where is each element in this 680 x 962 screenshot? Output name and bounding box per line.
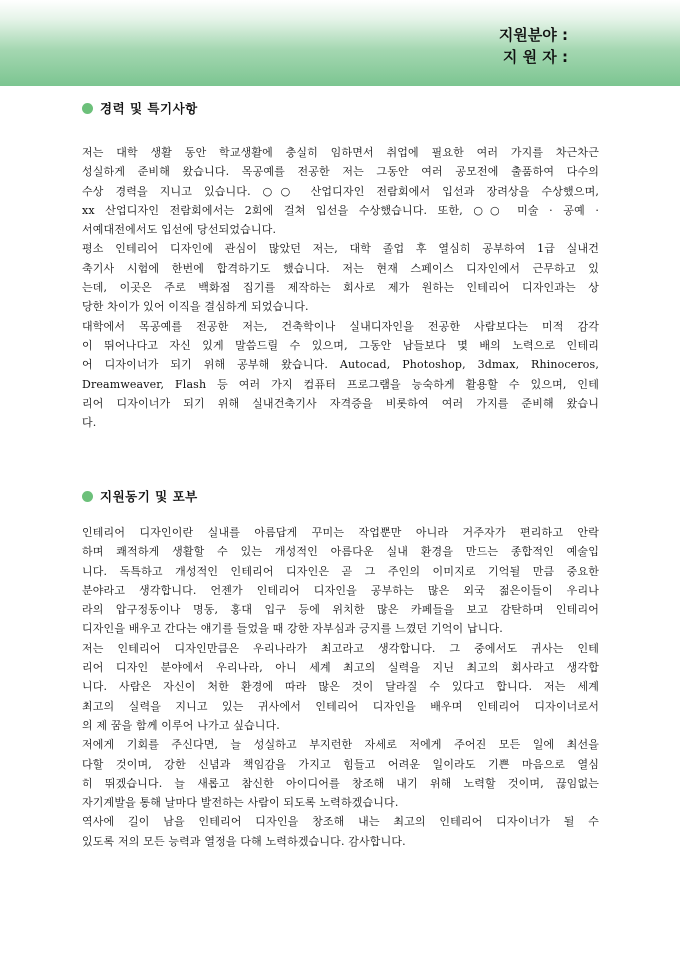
text-line: 저에게 기회를 주신다면, 늘 성실하고 부지런한 자세로 저에게 주어진 모든 일에 최선을 bbox=[82, 738, 599, 752]
green-bullet-icon bbox=[82, 491, 93, 502]
application-field-label: 지원분야 : bbox=[498, 26, 568, 44]
text-line: 분야라고 생각합니다. 언젠가 인테리어 디자인을 공부하는 많은 외국 젊은이들이 우리나 bbox=[82, 583, 599, 597]
motivation-paragraphs bbox=[82, 523, 599, 851]
text-line: 저는 대학 생활 동안 학교생활에 충실히 임하면서 취업에 필요한 여러 가지를 차근차근 bbox=[82, 146, 599, 159]
text-line: 니다. 사람은 자신이 처한 환경에 따라 많은 것이 달라질 수 있다고 합니다. 저는 세계 bbox=[82, 680, 599, 694]
text-line: 이 뛰어나다고 자신 있게 말씀드릴 수 있으며, 그동안 남들보다 몇 배의 노력으로 인테리 bbox=[82, 338, 599, 352]
section-title-text: 경력 및 특기사항 bbox=[100, 101, 198, 116]
text-line: 라의 압구정동이나 명동, 홍대 입구 등에 위치한 많은 카페들을 보고 감탄하며 인테리어 bbox=[82, 603, 599, 617]
text-line: 어 디자이너가 되기 위해 공부해 왔습니다. Autocad, Photoshop, 3dmax, Rhinoceros, bbox=[82, 358, 599, 372]
text-line: 저는 인테리어 디자인만큼은 우리나라가 최고라고 생각합니다. 그 중에서도 귀사는 인테 bbox=[82, 641, 599, 655]
text-line: 축기사 시험에 한번에 합격하기도 했습니다. 저는 현재 스페이스 디자인에서 근무하고 있 bbox=[82, 261, 599, 275]
applicant-name-label: 지 원 자 : bbox=[502, 48, 568, 66]
section-title-motivation bbox=[82, 487, 198, 505]
text-line: 서예대전에서도 입선에 당선되었습니다. bbox=[82, 223, 277, 237]
text-line: 수상 경력을 지니고 있습니다. ○○ 산업디자인 전람회에서 입선과 장려상을 수상했으며, bbox=[82, 184, 599, 198]
text-line: 대학에서 목공예를 전공한 저는, 건축학이나 실내디자인을 전공한 사람보다는 미적 감각 bbox=[82, 319, 599, 333]
text-line: 디자인을 배우고 간다는 얘기를 들었을 때 강한 자부심과 긍지를 느꼈던 기억이 납니다. bbox=[82, 622, 503, 636]
text-line: 있도록 저의 모든 능력과 열정을 다해 노력하겠습니다. 감사합니다. bbox=[82, 834, 406, 848]
text-line: 당한 차이가 있어 이직을 결심하게 되었습니다. bbox=[82, 300, 309, 314]
section-title-career bbox=[82, 99, 198, 117]
career-paragraphs bbox=[82, 143, 599, 432]
text-line: 역사에 길이 남을 인테리어 디자인을 창조해 내는 최고의 인테리어 디자이너가 될 수 bbox=[82, 815, 599, 829]
text-line: 하며 쾌적하게 생활할 수 있는 개성적인 아름다운 실내 환경을 만드는 종합적인 예술입 bbox=[82, 545, 599, 559]
text-line: xx 산업디자인 전람회에서는 2회에 걸쳐 입선을 수상했습니다. 또한, ○○ 미술 · 공예 · bbox=[82, 203, 599, 217]
text-line: Dreamweaver, Flash 등 여러 가지 컴퓨터 프로그램을 능숙하게 활용할 수 있으며, 인테 bbox=[82, 377, 599, 391]
text-line: 자기계발을 통해 날마다 발전하는 사람이 되도록 노력하겠습니다. bbox=[82, 796, 399, 810]
text-line: 다. bbox=[82, 416, 97, 430]
text-line: 최고의 실력을 지니고 있는 귀사에서 인테리어 디자인을 배우며 인테리어 디자이너로서 bbox=[82, 699, 599, 713]
green-bullet-icon bbox=[82, 103, 93, 114]
text-line: 는데, 이곳은 주로 백화점 집기를 제작하는 회사로 제가 원하는 인테리어 디자인과는 상 bbox=[82, 281, 599, 295]
text-line: 평소 인테리어 디자인에 관심이 많았던 저는, 대학 졸업 후 열심히 공부하여 1급 실내건 bbox=[82, 242, 599, 256]
header-banner bbox=[0, 0, 680, 86]
text-line: 리어 디자이너가 되기 위해 실내건축기사 자격증을 비롯하여 여러 가지를 준비해 왔습니 bbox=[82, 396, 599, 410]
section-title-text: 지원동기 및 포부 bbox=[100, 489, 198, 504]
text-line: 니다. 독특하고 개성적인 인테리어 디자인은 곧 그 주인의 이미지로 기억될 만큼 중요한 bbox=[82, 564, 599, 578]
text-line: 성실하게 준비해 왔습니다. 목공예를 전공한 저는 그동안 여러 공모전에 출품하여 다수의 bbox=[82, 165, 599, 179]
text-line: 인테리어 디자인이란 실내를 아름답게 꾸미는 작업뿐만 아니라 거주자가 편리하고 안락 bbox=[82, 526, 599, 539]
text-line: 히 뛰겠습니다. 늘 새롭고 참신한 아이디어를 창조해 내기 위해 노력할 것이며, 끊임없는 bbox=[82, 776, 599, 790]
text-line: 리어 디자인 분야에서 우리나라, 아니 세계 최고의 실력을 지닌 최고의 회사라고 생각합 bbox=[82, 661, 599, 675]
text-line: 다할 것이며, 강한 신념과 책임감을 가지고 힘들고 어려운 일이라도 기쁜 마음으로 열심 bbox=[82, 757, 599, 771]
text-line: 의 제 꿈을 함께 이루어 나가고 싶습니다. bbox=[82, 718, 280, 732]
